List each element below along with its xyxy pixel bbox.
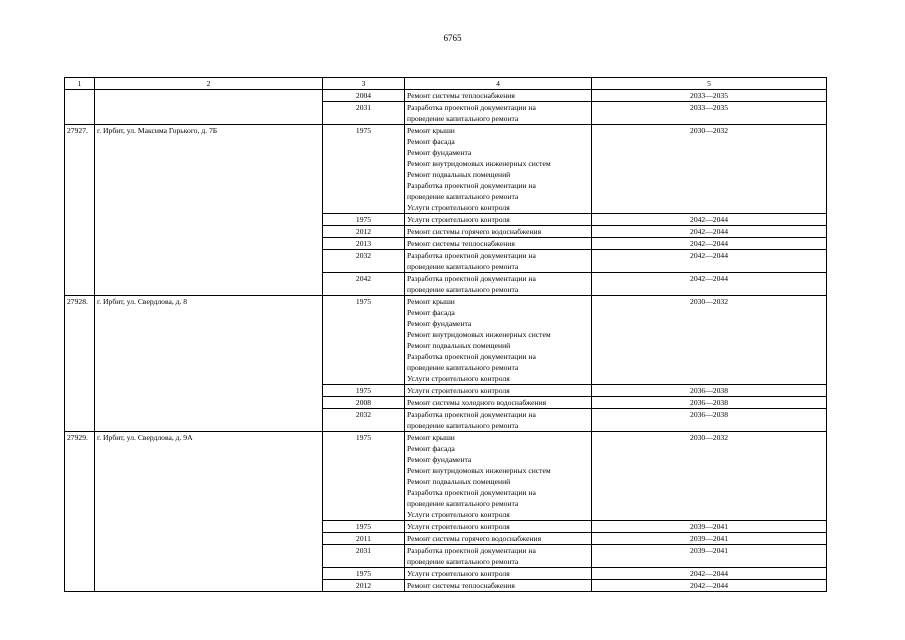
work-type-line: Ремонт фасада <box>407 308 455 317</box>
work-type-line: проведение капитального ремонта <box>407 499 519 508</box>
year-cell: 1975 <box>323 521 405 533</box>
work-type-cell <box>405 533 592 545</box>
period-cell: 2036—2038 <box>592 409 827 432</box>
work-type-line: Услуги строительного контроля <box>407 215 510 224</box>
work-type-cell <box>405 250 592 273</box>
year-cell: 2032 <box>323 409 405 432</box>
year-cell: 1975 <box>323 385 405 397</box>
work-type-cell <box>405 397 592 409</box>
work-type-line: Услуги строительного контроля <box>407 569 510 578</box>
object-address: г. Ирбит, ул. Максима Горького, д. 7Б <box>95 125 323 296</box>
work-type-line: Ремонт системы холодного водоснабжения <box>407 398 547 407</box>
work-type-cell <box>405 226 592 238</box>
work-type-line: Ремонт подвальных помещений <box>407 341 511 350</box>
work-type-line: Ремонт системы теплоснабжения <box>407 581 515 590</box>
year-cell: 2011 <box>323 533 405 545</box>
year-cell: 1975 <box>323 568 405 580</box>
year-cell: 1975 <box>323 125 405 214</box>
year-cell: 2012 <box>323 226 405 238</box>
year-cell: 2042 <box>323 273 405 296</box>
year-cell: 2008 <box>323 397 405 409</box>
year-cell: 2031 <box>323 545 405 568</box>
work-type-cell <box>405 273 592 296</box>
table-row <box>65 296 827 385</box>
work-type-cell <box>405 90 592 102</box>
year-cell: 1975 <box>323 432 405 521</box>
work-type-line: Ремонт системы горячего водоснабжения <box>407 227 542 236</box>
period-cell: 2042—2044 <box>592 226 827 238</box>
work-type-cell <box>405 385 592 397</box>
table-row <box>65 432 827 521</box>
work-type-cell <box>405 568 592 580</box>
object-address: г. Ирбит, ул. Свердлова, д. 9А <box>95 432 323 592</box>
object-number: 27929. <box>65 432 95 592</box>
year-cell: 2032 <box>323 250 405 273</box>
period-cell: 2042—2044 <box>592 250 827 273</box>
period-cell: 2039—2041 <box>592 545 827 568</box>
period-cell: 2036—2038 <box>592 397 827 409</box>
period-cell: 2042—2044 <box>592 214 827 226</box>
period-cell: 2033—2035 <box>592 102 827 125</box>
period-cell: 2042—2044 <box>592 273 827 296</box>
work-type-line: проведение капитального ремонта <box>407 421 519 430</box>
work-type-line: проведение капитального ремонта <box>407 285 519 294</box>
work-type-cell <box>405 296 592 385</box>
work-type-cell <box>405 125 592 214</box>
year-cell: 2013 <box>323 238 405 250</box>
work-type-line: проведение капитального ремонта <box>407 363 519 372</box>
capital-repair-table <box>64 77 827 592</box>
object-number: 27927. <box>65 125 95 296</box>
period-cell: 2036—2038 <box>592 385 827 397</box>
year-cell: 1975 <box>323 296 405 385</box>
period-cell: 2030—2032 <box>592 296 827 385</box>
table-row <box>65 125 827 214</box>
work-type-line: Ремонт крыши <box>407 297 455 306</box>
work-type-cell <box>405 214 592 226</box>
column-header-3: 3 <box>323 78 405 90</box>
year-cell: 2012 <box>323 580 405 592</box>
work-type-line: проведение капитального ремонта <box>407 114 519 123</box>
work-type-line: Разработка проектной документации на <box>407 352 536 361</box>
work-type-line: проведение капитального ремонта <box>407 557 519 566</box>
work-type-line: проведение капитального ремонта <box>407 262 519 271</box>
work-type-line: Ремонт системы горячего водоснабжения <box>407 534 542 543</box>
work-type-line: Услуги строительного контроля <box>407 522 510 531</box>
table-row <box>65 90 827 102</box>
work-type-line: Разработка проектной документации на <box>407 251 536 260</box>
work-type-line: Ремонт внутридомовых инженерных систем <box>407 159 551 168</box>
work-type-line: Разработка проектной документации на <box>407 488 536 497</box>
work-type-line: Ремонт крыши <box>407 126 455 135</box>
period-cell: 2033—2035 <box>592 90 827 102</box>
work-type-line: Разработка проектной документации на <box>407 103 536 112</box>
work-type-cell <box>405 238 592 250</box>
year-cell: 2031 <box>323 102 405 125</box>
work-type-line: Ремонт фундамента <box>407 319 472 328</box>
work-type-line: Услуги строительного контроля <box>407 510 510 519</box>
work-type-line: Ремонт фундамента <box>407 455 472 464</box>
period-cell: 2042—2044 <box>592 580 827 592</box>
page-number: 6765 <box>443 33 462 43</box>
work-type-line: проведение капитального ремонта <box>407 192 519 201</box>
work-type-cell <box>405 432 592 521</box>
work-type-line: Ремонт фундамента <box>407 148 472 157</box>
table-body <box>65 90 827 592</box>
work-type-cell <box>405 545 592 568</box>
work-type-line: Ремонт подвальных помещений <box>407 477 511 486</box>
period-cell: 2039—2041 <box>592 521 827 533</box>
work-type-line: Ремонт фасада <box>407 137 455 146</box>
year-cell: 1975 <box>323 214 405 226</box>
period-cell: 2030—2032 <box>592 125 827 214</box>
work-type-cell <box>405 521 592 533</box>
header-row <box>65 78 827 90</box>
object-number: 27928. <box>65 296 95 432</box>
work-type-line: Разработка проектной документации на <box>407 410 536 419</box>
object-address <box>95 90 323 125</box>
work-type-line: Услуги строительного контроля <box>407 386 510 395</box>
work-type-line: Ремонт системы теплоснабжения <box>407 239 515 248</box>
work-type-line: Услуги строительного контроля <box>407 374 510 383</box>
work-type-cell <box>405 102 592 125</box>
period-cell: 2039—2041 <box>592 533 827 545</box>
work-type-line: Ремонт внутридомовых инженерных систем <box>407 330 551 339</box>
object-number <box>65 90 95 125</box>
work-type-cell <box>405 580 592 592</box>
work-type-line: Ремонт системы теплоснабжения <box>407 91 515 100</box>
year-cell: 2004 <box>323 90 405 102</box>
column-header-5: 5 <box>592 78 827 90</box>
work-type-line: Ремонт крыши <box>407 433 455 442</box>
work-type-line: Услуги строительного контроля <box>407 203 510 212</box>
column-header-1: 1 <box>65 78 95 90</box>
work-type-line: Ремонт внутридомовых инженерных систем <box>407 466 551 475</box>
work-type-cell <box>405 409 592 432</box>
work-type-line: Разработка проектной документации на <box>407 274 536 283</box>
period-cell: 2042—2044 <box>592 238 827 250</box>
column-header-4: 4 <box>405 78 592 90</box>
work-type-line: Ремонт фасада <box>407 444 455 453</box>
work-type-line: Разработка проектной документации на <box>407 181 536 190</box>
object-address: г. Ирбит, ул. Свердлова, д. 8 <box>95 296 323 432</box>
period-cell: 2030—2032 <box>592 432 827 521</box>
column-header-2: 2 <box>95 78 323 90</box>
work-type-line: Разработка проектной документации на <box>407 546 536 555</box>
period-cell: 2042—2044 <box>592 568 827 580</box>
work-type-line: Ремонт подвальных помещений <box>407 170 511 179</box>
